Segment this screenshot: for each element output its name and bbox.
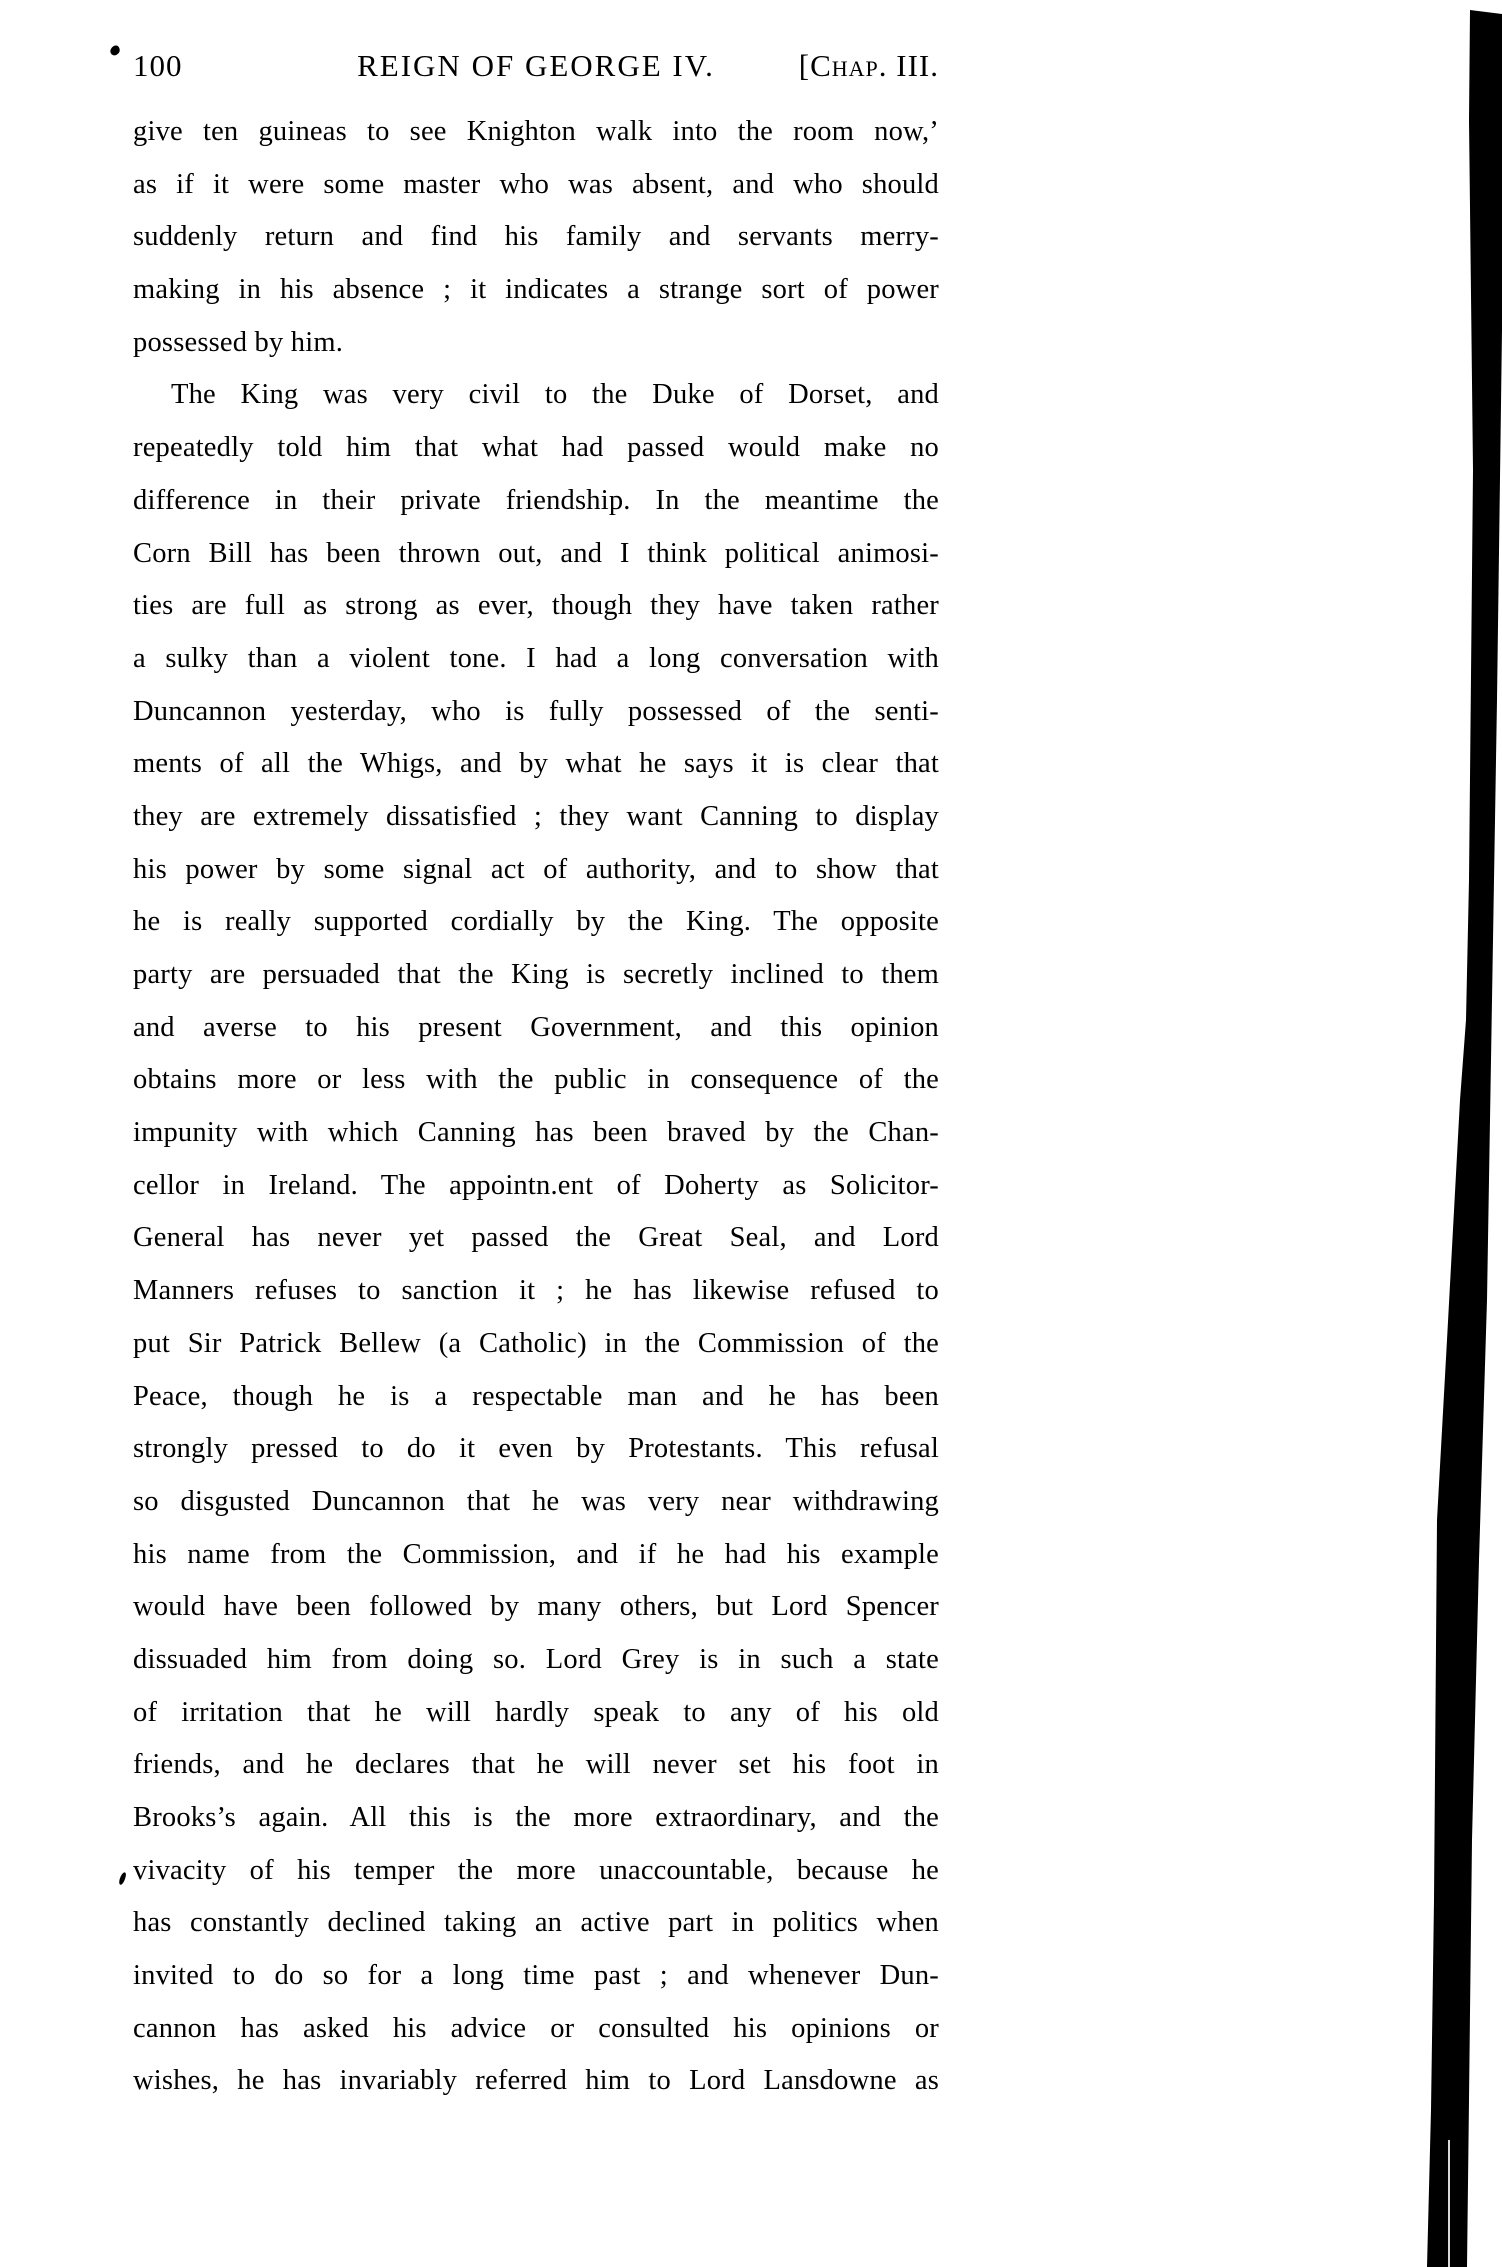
text-line: so disgusted Duncannon that he was very near withdrawing [133, 1485, 939, 1517]
text-line: invited to do so for a long time past ; and whenever Dun- [133, 1960, 939, 1992]
text-line: put Sir Patrick Bellew (a Catholic) in the Commission of the [133, 1327, 939, 1359]
text-line: of irritation that he will hardly speak to any of his old [133, 1696, 939, 1728]
scan-crack [1448, 2140, 1450, 2267]
running-title: REIGN OF GEORGE IV. [357, 48, 715, 83]
text-line: Brooks’s again. All this is the more extraordinary, and the [133, 1802, 939, 1833]
text-line: as if it were some master who was absent, and who should [133, 168, 939, 200]
text-line: and averse to his present Government, and this opinion [133, 1011, 939, 1043]
text-line: his power by some signal act of authority, and to show that [133, 853, 939, 885]
text-line: cellor in Ireland. The appointn.ent of Doherty as Solicitor- [133, 1169, 939, 1201]
text-line: suddenly return and find his family and servants merry- [133, 221, 939, 253]
text-line: he is really supported cordially by the King. The opposite [133, 906, 939, 938]
page-body [133, 106, 939, 2108]
page-number: 100 [133, 48, 183, 83]
text-line: wishes, he has invariably referred him to Lord Lansdowne as [133, 2065, 939, 2097]
text-line: vivacity of his temper the more unaccountable, because he [133, 1854, 939, 1886]
text-line: strongly pressed to do it even by Protestants. This refusal [133, 1433, 939, 1465]
text-line: possessed by him. [133, 326, 344, 358]
text-line: ties are full as strong as ever, though they have taken rather [133, 590, 939, 622]
page-header [133, 48, 939, 84]
text-line: Peace, though he is a respectable man and he has been [133, 1380, 939, 1412]
text-line: difference in their private friendship. In the meantime the [133, 484, 939, 516]
text-line: party are persuaded that the King is secretly inclined to them [133, 959, 939, 990]
text-line: The King was very civil to the Duke of Dorset, and [171, 379, 939, 411]
text-line: would have been followed by many others, but Lord Spencer [133, 1591, 939, 1623]
text-line: dissuaded him from doing so. Lord Grey is in such a state [133, 1643, 939, 1675]
text-line: Duncannon yesterday, who is fully possessed of the senti- [133, 695, 939, 727]
text-line: ments of all the Whigs, and by what he says it is clear that [133, 748, 939, 780]
text-line: General has never yet passed the Great Seal, and Lord [133, 1222, 939, 1254]
text-line: obtains more or less with the public in consequence of the [133, 1064, 939, 1096]
text-line: give ten guineas to see Knighton walk into the room now,’ [133, 116, 939, 147]
text-line: making in his absence ; it indicates a strange sort of power [133, 274, 939, 306]
text-line: cannon has asked his advice or consulted his opinions or [133, 2012, 939, 2044]
ink-speck [108, 44, 121, 57]
text-line: has constantly declined taking an active part in politics when [133, 1907, 939, 1939]
text-line: Manners refuses to sanction it ; he has likewise refused to [133, 1275, 939, 1307]
text-line: impunity with which Canning has been braved by the Chan- [133, 1117, 939, 1149]
text-line: friends, and he declares that he will never set his foot in [133, 1749, 939, 1781]
text-line: a sulky than a violent tone. I had a long conversation with [133, 642, 939, 674]
text-line: Corn Bill has been thrown out, and I think political animosi- [133, 537, 939, 569]
text-line: repeatedly told him that what had passed would make no [133, 432, 939, 464]
text-line: his name from the Commission, and if he had his example [133, 1538, 939, 1570]
ink-speck [118, 1872, 127, 1886]
text-line: they are extremely dissatisfied ; they want Canning to display [133, 800, 939, 832]
chapter-label: [Chap. III. [798, 48, 939, 83]
